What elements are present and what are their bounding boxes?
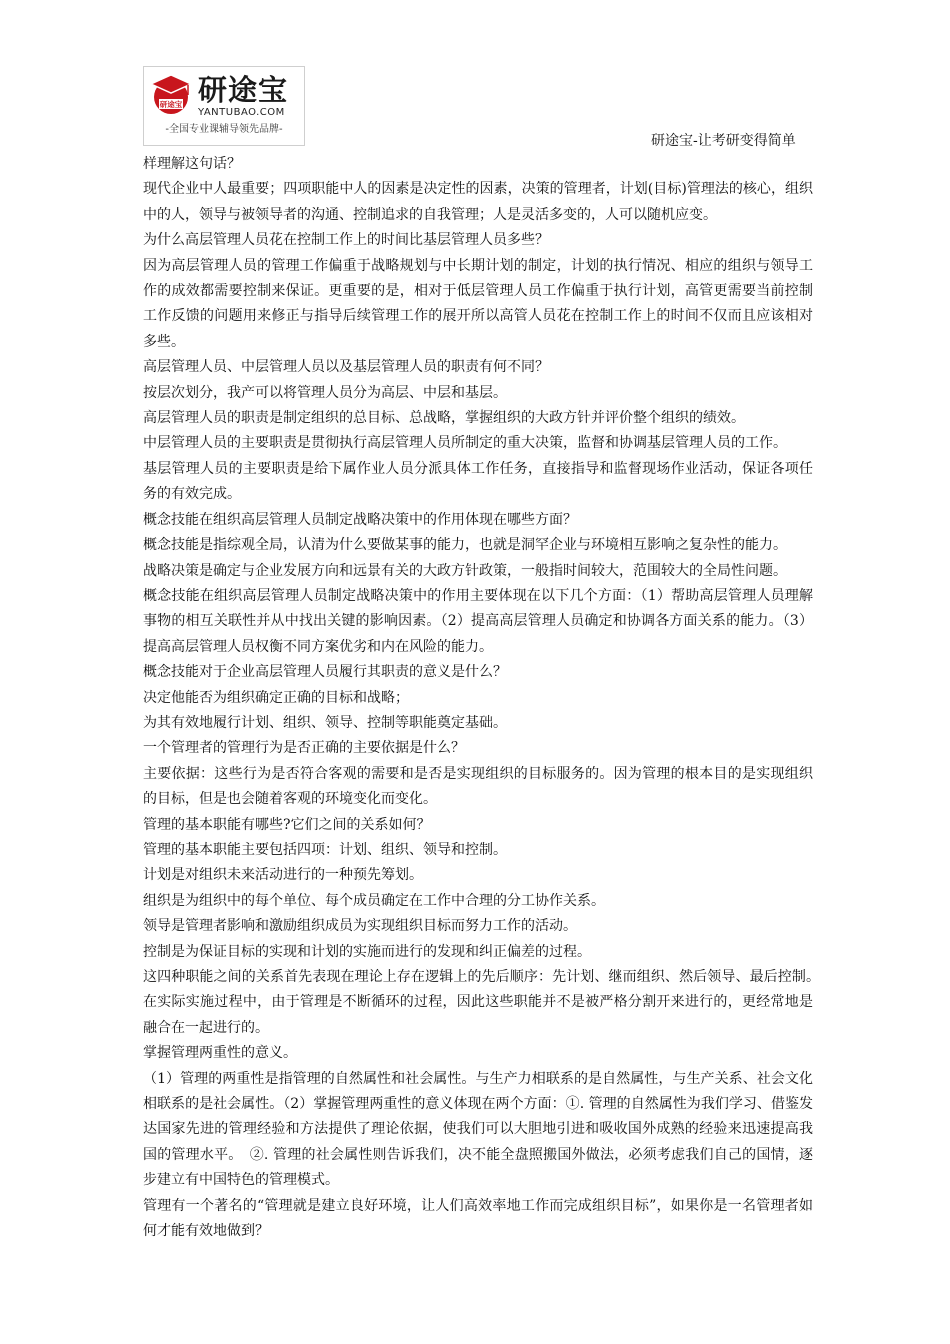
paragraph: 基层管理人员的主要职责是给下属作业人员分派具体工作任务，直接指导和监督现场作业活动，保证各项任务的有效完成。 [143,460,813,503]
paragraph: 概念技能在组织高层管理人员制定战略决策中的作用主要体现在以下几个方面：（1）帮助高层管理人员理解事物的相互关联性并从中找出关键的影响因素。（2）提高高层管理人员确定和协调各方面关系的能力。（3）提高高层管理人员权衡不同方案优劣和内在风险的能力。 [143,587,813,655]
paragraph: 领导是管理者影响和激励组织成员为实现组织目标而努力工作的活动。 [143,918,577,935]
paragraph: 高层管理人员的职责是制定组织的总目标、总战略，掌握组织的大政方针并评价整个组织的绩效。 [143,410,745,427]
paragraph: 战略决策是确定与企业发展方向和远景有关的大政方针政策，一般指时间较大，范围较大的全局性问题。 [143,562,787,579]
paragraph: 计划是对组织未来活动进行的一种预先筹划。 [143,867,423,884]
paragraph: 中层管理人员的主要职责是贯彻执行高层管理人员所制定的重大决策，监督和协调基层管理人员的工作。 [143,435,787,452]
logo-name: 研途宝 [198,73,289,107]
badge-text: 研途宝 [159,100,183,109]
logo-slogan: -全国专业课辅导领先品牌- [165,124,283,135]
paragraph: 现代企业中人最重要；四项职能中人的因素是决定性的因素，决策的管理者，计划(目标)管理法的核心，组织中的人，领导与被领导者的沟通、控制追求的自我管理；人是灵活多变的，人可以随机应变。 [143,181,813,223]
paragraph: 样理解这句话？ [143,156,241,172]
paragraph: 管理的基本职能主要包括四项：计划、组织、领导和控制。 [143,841,507,858]
site-logo [143,66,305,146]
logo-domain: YANTUBAO.COM [198,107,285,118]
question-heading: 概念技能在组织高层管理人员制定战略决策中的作用体现在哪些方面？ [143,511,577,528]
question-heading: 一个管理者的管理行为是否正确的主要依据是什么？ [143,740,465,757]
paragraph: 这四种职能之间的关系首先表现在理论上存在逻辑上的先后顺序：先计划、继而组织、然后领导、最后控制。 在实际实施过程中，由于管理是不断循环的过程，因此这些职能并不是被严格分割开来进行的，更经常地是融合在一起进行的。 [143,969,827,1036]
paragraph: 决定他能否为组织确定正确的目标和战略； [143,689,409,706]
question-heading: 管理的基本职能有哪些?它们之间的关系如何？ [143,816,431,833]
graduation-cap-logo-icon [150,73,192,117]
paragraph: 控制是为保证目标的实现和计划的实施而进行的发现和纠正偏差的过程。 [143,943,591,960]
document-body [143,152,827,1244]
question-heading: 管理有一个著名的“管理就是建立良好环境，让人们高效率地工作而完成组织目标”，如果你是一名管理者如何才能有效地做到？ [143,1197,813,1240]
paragraph: 组织是为组织中的每个单位、每个成员确定在工作中合理的分工协作关系。 [143,892,605,909]
question-heading: 掌握管理两重性的意义。 [143,1045,297,1062]
header-tagline: 研途宝-让考研变得简单 [651,133,796,149]
question-heading: 高层管理人员、中层管理人员以及基层管理人员的职责有何不同？ [143,359,549,376]
question-heading: 概念技能对于企业高层管理人员履行其职责的意义是什么？ [143,664,507,681]
paragraph: 因为高层管理人员的管理工作偏重于战略规划与中长期计划的制定，计划的执行情况、相应的组织与领导工作的成效都需要控制来保证。更重要的是，相对于低层管理人员工作偏重于执行计划，高管更需要当前控制工作反馈的问题用来修正与指导后续管理工作的展开所以高管人员花在控制工作上的时间不仅而且应该相对多些。 [143,257,813,350]
question-heading: 为什么高层管理人员花在控制工作上的时间比基层管理人员多些？ [143,232,549,249]
paragraph: 主要依据：这些行为是否符合客观的需要和是否是实现组织的目标服务的。因为管理的根本目的是实现组织的目标，但是也会随着客观的环境变化而变化。 [143,765,813,808]
paragraph: 为其有效地履行计划、组织、领导、控制等职能奠定基础。 [143,714,507,731]
paragraph: （1）管理的两重性是指管理的自然属性和社会属性。与生产力相联系的是自然属性，与生产关系、社会文化相联系的是社会属性。（2）掌握管理两重性的意义体现在两个方面：①. 管理的自然属性为我们学习、借鉴发达国家先进的管理经验和方法提供了理论依据，使我们可以大胆地引进和吸收国外成熟的经验来迅速提高我国的管理水平。 ②. 管理的社会属性则告诉我们，决不能全盘照搬国外做法，必须考虑我们自己的国情，逐步建立有中国特色的管理模式。 [143,1070,813,1189]
paragraph: 概念技能是指综观全局，认清为什么要做某事的能力，也就是洞罕企业与环境相互影响之复杂性的能力。 [143,537,787,554]
paragraph: 按层次划分，我产可以将管理人员分为高层、中层和基层。 [143,384,507,401]
